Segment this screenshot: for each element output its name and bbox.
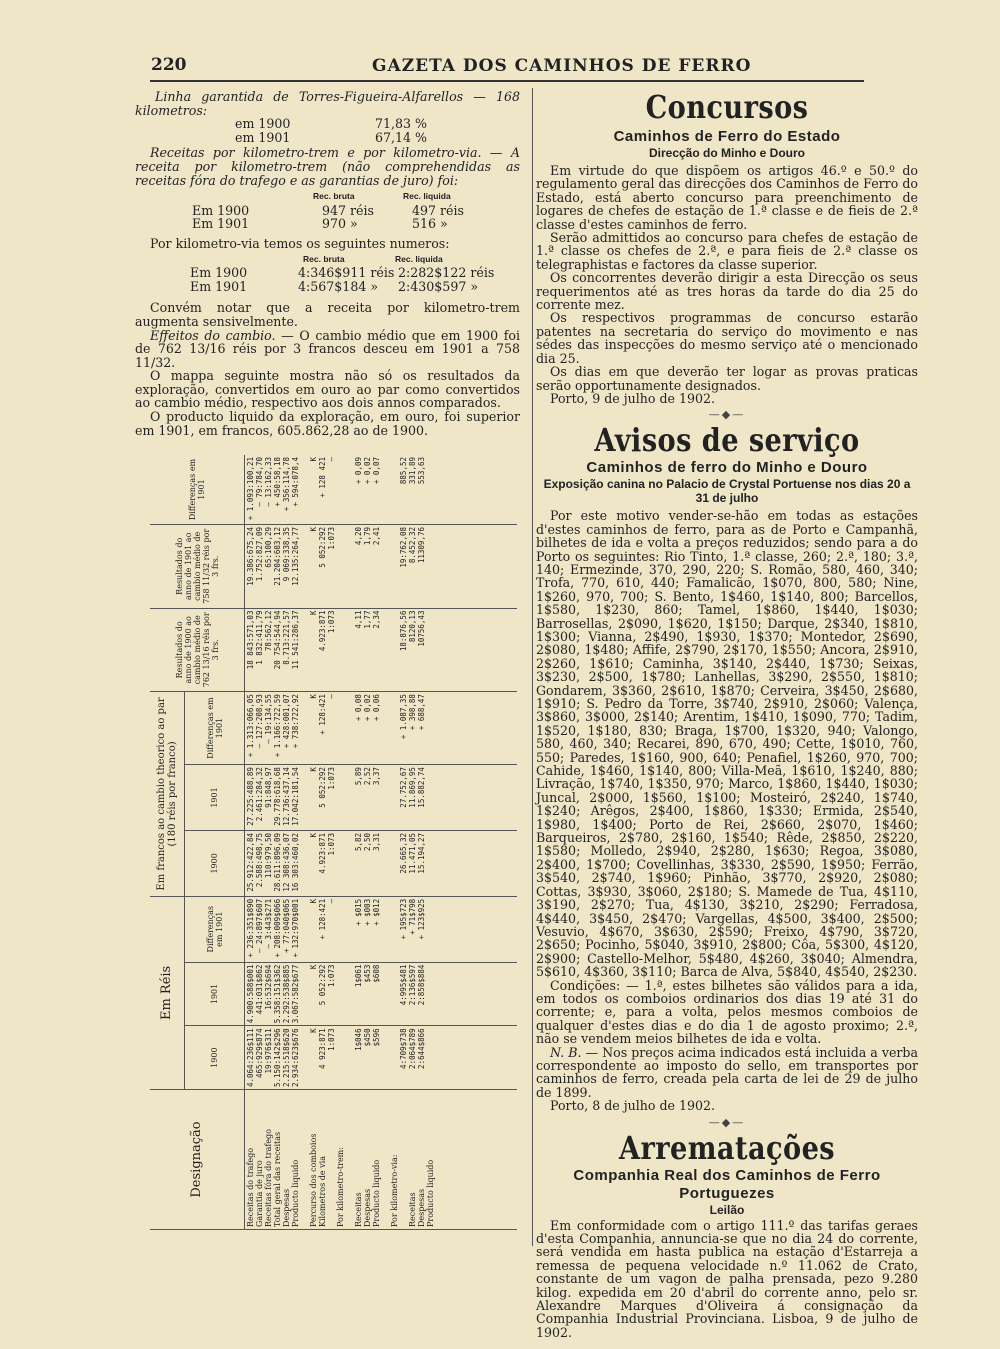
reis-diff-cell: + 236:351$890 — 24:897$607 — 3:443$271 + 208:009$066 + 77:040$065 + 132:970$001 K + 128:421 — + $015 + $003 + $012 + 195$723 + 71$798 + 123$925 (245, 896, 517, 962)
avisos-sub: Caminhos de ferro do Minho e Douro (586, 459, 868, 477)
percent-cell: 71,83 % (375, 116, 428, 132)
col-bruta: Rec. bruta (313, 191, 355, 202)
arrematacoes-sub: Companhia Real dos Caminhos de Ferro Portuguezes (573, 1166, 881, 1202)
via-cell: 4:567$184 » (298, 278, 379, 294)
header-rule (150, 80, 864, 82)
arrematacoes-title: Arrematações (618, 1128, 836, 1167)
col-bruta-via: Rec. bruta (303, 253, 345, 264)
trem-cell: Em 1900 (192, 202, 250, 218)
avisos-p1: Por este motivo vender-se-hão em todas as estações d'estes caminhos de ferro, para as de Porto e Campanhã, bilhetes de ida e volta a preços reduzidos; sendo para a do Porto os seguintes: Rio Tinto, 1.ª classe, 260; 2.ª, 180; 3.ª, 140; Ermezinde, 370, 290, 220; S. Romão, 580, 460, 340; Trofa, 770, 610, 440; Famalicão, 1$070, 800, 580; Nine, 1$260, 970, 700; S. Bento, 1$460, 1$140, 800; Barcellos, 1$580, 1$230, 860; Tamel, 1$860, 1$440, 1$030; Barrosellas, 2$090, 1$620, 1$150; Darque, 2$340, 1$810, 1$300; Vianna, 2$490, 1$930, 1$370; Montedor, 2$690, 2$080, 1$480; Affife, 2$790, 2$170, 1$550; Ancora, 2$910, 2$260, 1$610; Caminha, 3$140, 2$440, 1$730; Seixas, 3$230, 2$500, 1$780; Lanhellas, 3$290, 2$550, 1$810; Gondarem, 3$360, 2$610, 1$870; Cerveira, 3$450, 2$680, 1$910; S. Pedro da Torre, 3$740, 2$910, 2$060; Valença, 3$860, 3$000, 2$140; Arentim, 1$410, 1$090, 770; Tadim, 1$520, 1$180, 830; Braga, 1$700, 1$320, 940; Valongo, 580, 460, 340; Recarei, 890, 670, 490; Cette, 1$010, 760, 550; Paredes, 1$160, 900, 640; Penafiel, 1$260, 970, 700; Cahide, 1$460, 1$140, 800; Villa-Meã, 1$610, 1$240, 880; Livração, 1$740, 1$350, 970; Marco, 1$860, 1$440, 1$030; Juncal, 2$000, 1$560, 1$100; Mosteiró, 2$240, 1$740, 1$240; Arêgos, 2$400, 1$860, 1$330; Ermida, 2$540, 1$980, 1$400; Porto de Rei, 2$660, 2$070, 1$460; Barqueiros, 2$780, 2$160, 1$540; Rêde, 2$850, 2$220, 1$580; Molledo, 2$940, 2$280, 1$630; Regoa, 3$080, 2$400, 1$700; Covellinhas, 3$330, 2$590, 1$950; Ferrão, 3$540, 2$740, 1$960; Pinhão, 3$770, 2$920, 2$080; Cottas, 3$930, 3$060, 2$180; S. Mamede de Tua, 4$110, 3$190, 2$270; Tua, 4$130, 3$210, 2$290; Ferradosa, 4$440, 3$450, 2$470; Vargellas, 4$500, 3$400, 2$500; Vesuvio, 4$670, 3$630, 2$590; Freixo, 4$790, 3$720, 2$650; Pocinho, 5$040, 3$910, 2$800; Côa, 5$300, 4$120, 2$900; Castello-Melhor, 5$480, 4$260, 3$040; Almendra, 5$610, 4$360, 3$110; Barca de Alva, 5$840, 4$540, 2$230. (536, 508, 918, 980)
h-fr-diff: Differenças em 1901 (185, 692, 245, 765)
concursos-p6: Porto, 9 de julho de 1902. (550, 390, 716, 406)
ornament-divider: —◆— (708, 408, 746, 422)
trem-row (192, 217, 520, 231)
percent-cell: em 1900 (235, 116, 291, 132)
avisos-p2: Condições: — 1.ª, estes bilhetes são válidos para a ida, em todos os comboios ordinarios dos dias 19 até 31 do corrente; e, para a volta, pelos mesmos comboios de qualquer d'estes dias e do dia 1 de agosto proximo; 2.ª, não se vendem meios bilhetes de ida e volta. (536, 977, 918, 1047)
table-header-top (150, 455, 185, 1230)
reis-1901-cell: 4.900:588$001 441:031$862 16:532$694 5.358:151$362 2.292:538$885 3.067:582$677 K 5 052:292 1:073 1$061 $453 $608 4:995$481 2:136$597 2:858$884 (245, 962, 517, 1026)
h-fr-1900: 1900 (185, 830, 245, 896)
designacao-cell: Receitas do trafego Garantia de juro Receitas fóra do trafego Total geral das receitas Despesas Producto liquido Percurso dos comboios Kilometros de via Por kilometro-trem: Receitas Despesas Producto liquido Por kilometro-via: Receitas Despesas Producto liquido (245, 1090, 517, 1230)
trem-row (192, 204, 520, 218)
receitas-text: Receitas por kilometro-trem e por kilometro-via. — A receita por kilometro-trem (não comprehendidas as receitas fóra do trafego e as garantias de juro) foi: (135, 145, 520, 188)
via-cell: 2:282$122 réis (398, 265, 495, 281)
avisos-sub2: Exposição canina no Palacio de Crystal Portuense nos dias 20 a 31 de julho (543, 477, 911, 506)
concursos-sub2: Direcção do Minho e Douro (648, 146, 805, 160)
h-francos: Em francos ao cambio theorico ao par (180 réis por franco) (150, 692, 185, 897)
h-reis-diff: Differenças em 1901 (185, 896, 245, 962)
page-number: 220 (151, 55, 187, 75)
via-row (190, 280, 520, 294)
mappa-paragraph: O mappa seguinte mostra não só os resultados da exploração, convertidos em ouro ao par como convertidos ao cambio médio, respectivo aos dois annos comparados. (135, 368, 520, 411)
via-intro: Por kilometro-via temos os seguintes numeros: (150, 235, 450, 251)
comparison-table (150, 455, 517, 1230)
h-res1901: Resultados do anno de 1901 ao cambio médio de 758 11/32 réis por 3 frs. (150, 525, 245, 609)
via-cell: 2:430$597 » (398, 278, 479, 294)
h-reis-1900: 1900 (185, 1026, 245, 1090)
trem-cell: 947 réis (322, 202, 375, 218)
concursos-sub: Caminhos de Ferro do Estado (613, 128, 841, 145)
h-fr-1901: 1901 (185, 765, 245, 831)
receitas-paragraph (135, 146, 520, 187)
ornament-divider-2: —◆— (708, 1115, 746, 1129)
convem-paragraph: Convém notar que a receita por kilometro-trem augmenta sensivelmente. (135, 300, 520, 329)
percent-block (235, 117, 520, 144)
via-rows (190, 266, 520, 293)
concursos-p2: Serão admittidos ao concurso para chefes de estação de 1.ª classe os chefes de 2.ª, e para fieis de 2.ª classe os telegraphistas e factores da classe superior. (536, 230, 918, 272)
fr-1901-cell: 27.225:488,89 2.461:284,32 91:848,97 29.778:618,68 12.736:437,14 17.042:181,54 K 5 052:292 1:073 5,89 2,52 3,37 27.752,67 11.869,95 15.882,74 (245, 765, 517, 831)
trem-header (313, 190, 520, 204)
cambio-text: — O cambio médio que em 1900 foi de 762 13/16 réis por 3 francos desceu em 1901 a 758 11/32. (135, 327, 520, 370)
reis-1900-cell: 4.064:236$111 465:929$874 19:976$311 5.150:142$296 2.215:518$620 2.934:623$676 K 4 923:871 1:073 1$046 $450 $596 4:709$738 2:064$789 2:644$866 (245, 1026, 517, 1090)
concursos-p1: Em virtude do que dispõem os artigos 46.º e 50.º do regulamento geral das direcções dos Caminhos de Ferro do Estado, está aberto concurso para preenchimento de logares de chefes de estação de 1.ª classe e de fieis de 2.ª classe d'estes caminhos de ferro. (536, 163, 918, 232)
running-head: GAZETA DOS CAMINHOS DE FERRO (372, 56, 752, 76)
via-cell: Em 1901 (190, 278, 248, 294)
via-cell: 4:346$911 réis (298, 265, 395, 281)
table-body-row (245, 455, 517, 1230)
trem-cell: 970 » (322, 216, 358, 232)
column-rule (532, 88, 533, 1246)
line-title: Linha garantida de Torres-Figueira-Alfarellos — 168 kilometros: (135, 89, 520, 118)
h-reis-1901: 1901 (185, 962, 245, 1026)
percent-cell: 67,14 % (375, 129, 428, 145)
concursos-title: Concursos (645, 88, 809, 126)
via-header (303, 253, 520, 267)
via-row (190, 266, 520, 280)
concursos-p4: Os respectivos programmas de concurso estarão patentes na secretaria do serviço do movimento e nas sédes das inspecções do mesmo serviço até o mencionado dia 25. (536, 310, 918, 366)
res-diff-cell: + 1.093:100,21 — 79:784,70 — 13:162,33 + 450:58,18 + 356:114,78 + 594:078,4 K + 128 421 — + 0,09 + 0,02 + 0,07 885,52 331,89 553,63 (245, 455, 517, 525)
cambio-lead: Effeitos do cambio. (150, 327, 276, 343)
right-column (536, 88, 918, 1339)
fr-1900-cell: 25.912:422,84 2.588:498,75 110:979,50 28.611:896,09 12 308:436,07 16 303:460,02 K 4.923:871 1:073 5,82 2,50 3,31 26.665,32 11.471,05 15.194,27 (245, 830, 517, 896)
h-designacao: Designação (150, 1090, 245, 1230)
fr-diff-cell: + 1.313:066,05 — 127:208,93 — 19:134,55 + 1.166:722,59 + 428:001,07 + 738:722,92 K + 128:421 — + 0,08 + 0,02 + 0,06 + 1.087,35 + 398,88 + 688,47 (245, 692, 517, 765)
concursos-p3: Os concorrentes deverão dirigir a esta Direcção os seus requerimentos até as tres horas da tarde do dia 25 do corrente mez. (536, 270, 918, 313)
arrematacoes-sub2: Leilão (709, 1202, 745, 1217)
avisos-title: Avisos de serviço (594, 421, 860, 460)
comparison-table-rotated (150, 455, 517, 1230)
avisos-p3 (536, 1046, 918, 1100)
res-1901-cell: 19.386:675,24 1.752:827,09 65:100,29 21.204:603,12 9 069:338,35 12.135:264,77 K 5 052:292 1:073 4,20 1,79 2,41 19:762,08 8.452,32 11309,76 (245, 525, 517, 609)
via-cell: Em 1900 (190, 265, 248, 281)
left-column (135, 90, 520, 437)
cambio-paragraph (135, 329, 520, 370)
concursos-p5: Os dias em que deverão ter logar as provas praticas serão opportunamente designados. (536, 364, 918, 393)
h-diff2: Differenças em 1901 (150, 455, 245, 525)
trem-cell: 497 réis (412, 202, 465, 218)
res-1900-cell: 18 843:571,03 1 832:411,79 78:562,12 20 754:544,94 8.713:221,57 11 541:286,37 K 4.923:871 1:073 4,11 1,77 2,34 18:876,56 8120,13 10756,43 (245, 608, 517, 692)
col-liquida-via: Rec. liquida (395, 253, 443, 264)
producto-paragraph: O producto liquido da exploração, em ouro, foi superior em 1901, em francos, 605.862,28 ao de 1900. (135, 409, 520, 438)
col-liquida: Rec. liquida (403, 191, 451, 202)
avisos-nb: N. B. (550, 1044, 582, 1060)
percent-row (235, 131, 520, 145)
trem-cell: Em 1901 (192, 216, 250, 232)
percent-cell: em 1901 (235, 129, 291, 145)
arrematacoes-p1: Em conformidade com o artigo 111.º das tarifas geraes d'esta Companhia, annuncia-se que no dia 24 do corrente, será vendida em hasta publica na estação d'Estarreja a remessa de pequena velocidade n.º 11.062 de Crato, constante de um vagon de palha prensada, pezo 9.280 kilog. expedida em 20 d'abril do corrente anno, pelo sr. Alexandre Marques d'Oliveira á consignação da Companhia Industrial Provinciana. Lisboa, 9 de julho de 1902. (536, 1217, 918, 1340)
avisos-p4: Porto, 8 de julho de 1902. (550, 1098, 716, 1114)
avisos-p3-text: — Nos preços acima indicados está incluida a verba correspondente ao imposto do sello, em transportes por caminhos de ferro, creada pela carta de lei de 29 de julho de 1899. (536, 1044, 918, 1100)
trem-cell: 516 » (412, 216, 448, 232)
trem-rows (192, 204, 520, 231)
h-reis: Em Réis (150, 896, 185, 1089)
h-res1900: Resultados do anno de 1900 ao cambio médio de 762 13/16 réis por 3 frs. (150, 608, 245, 692)
percent-row (235, 117, 520, 131)
